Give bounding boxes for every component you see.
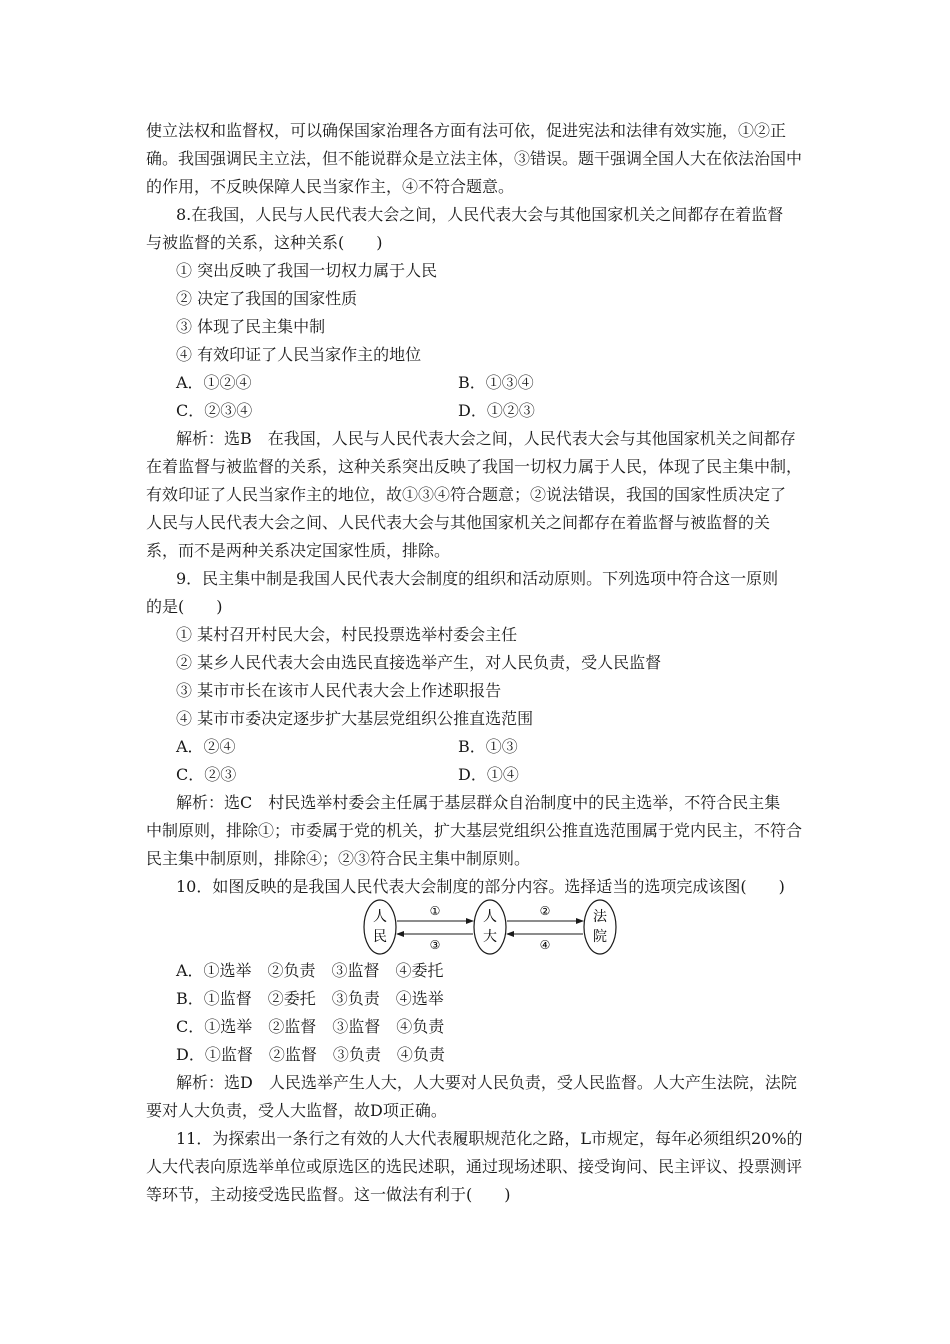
question-9-stem: 的是( ) xyxy=(146,597,223,616)
npc-relationship-diagram xyxy=(362,897,618,957)
option-b: B．①③ xyxy=(458,737,518,756)
arrow-label-4: ④ xyxy=(539,938,551,952)
analysis-line: 在着监督与被监督的关系，这种关系突出反映了我国一切权力属于人民，体现了民主集中制， xyxy=(146,457,803,476)
option-c: C．②③ xyxy=(176,765,237,784)
analysis-line: 民主集中制原则，排除④；②③符合民主集中制原则。 xyxy=(146,849,531,868)
option-d: D．①监督 ②监督 ③负责 ④负责 xyxy=(176,1045,445,1064)
option-a: A．①②④ xyxy=(176,373,252,392)
court-label: 法 xyxy=(593,909,607,925)
option-b: B．①③④ xyxy=(458,373,534,392)
analysis-line: 系，而不是两种关系决定国家性质，排除。 xyxy=(146,541,451,560)
statement-item: ③ 体现了民主集中制 xyxy=(176,317,326,336)
statement-item: ④ 某市市委决定逐步扩大基层党组织公推直选范围 xyxy=(176,709,534,728)
question-11-stem: 等环节，主动接受选民监督。这一做法有利于( ) xyxy=(146,1185,511,1204)
option-a: A．②④ xyxy=(176,737,236,756)
analysis-line: 解析：选C 村民选举村委会主任属于基层群众自治制度中的民主选举，不符合民主集 xyxy=(176,793,781,812)
text-line: 确。我国强调民主立法，但不能说群众是立法主体，③错误。题干强调全国人大在依法治国中 xyxy=(146,149,803,168)
analysis-line: 有效印证了人民当家作主的地位，故①③④符合题意；②说法错误，我国的国家性质决定了 xyxy=(146,485,787,504)
analysis-line: 解析：选D 人民选举产生人大，人大要对人民负责，受人民监督。人大产生法院，法院 xyxy=(176,1073,797,1092)
analysis-line: 要对人大负责，受人大监督，故D项正确。 xyxy=(146,1101,447,1120)
question-11-stem: 11．为探索出一条行之有效的人大代表履职规范化之路，L市规定，每年必须组织20%的 xyxy=(176,1129,803,1148)
option-d: D．①④ xyxy=(458,765,519,784)
question-8-stem: 8.在我国，人民与人民代表大会之间，人民代表大会与其他国家机关之间都存在着监督 xyxy=(176,205,784,224)
statement-item: ③ 某市市长在该市人民代表大会上作述职报告 xyxy=(176,681,502,700)
people-label: 民 xyxy=(373,929,387,945)
text-line: 的作用，不反映保障人民当家作主，④不符合题意。 xyxy=(146,177,515,196)
question-11-stem: 人大代表向原选举单位或原选区的选民述职，通过现场述职、接受询问、民主评议、投票测评 xyxy=(146,1157,803,1176)
option-a: A．①选举 ②负责 ③监督 ④委托 xyxy=(176,961,444,980)
court-label: 院 xyxy=(593,929,607,945)
question-9-stem: 9．民主集中制是我国人民代表大会制度的组织和活动原则。下列选项中符合这一原则 xyxy=(176,569,779,588)
statement-item: ① 某村召开村民大会，村民投票选举村委会主任 xyxy=(176,625,518,644)
option-c: C．①选举 ②监督 ③监督 ④负责 xyxy=(176,1017,445,1036)
statement-item: ② 决定了我国的国家性质 xyxy=(176,289,358,308)
arrow-label-1: ① xyxy=(429,904,441,918)
analysis-line: 中制原则，排除①；市委属于党的机关，扩大基层党组织公推直选范围属于党内民主，不符合 xyxy=(146,821,803,840)
npc-label: 大 xyxy=(483,929,497,945)
analysis-line: 人民与人民代表大会之间、人民代表大会与其他国家机关之间都存在着监督与被监督的关 xyxy=(146,513,771,532)
arrow-label-3: ③ xyxy=(429,938,441,952)
text-line: 使立法权和监督权，可以确保国家治理各方面有法可依，促进宪法和法律有效实施，①②正 xyxy=(146,121,787,140)
question-10-stem: 10．如图反映的是我国人民代表大会制度的部分内容。选择适当的选项完成该图( ) xyxy=(176,877,785,896)
option-c: C．②③④ xyxy=(176,401,253,420)
statement-item: ① 突出反映了我国一切权力属于人民 xyxy=(176,261,438,280)
statement-item: ② 某乡人民代表大会由选民直接选举产生，对人民负责，受人民监督 xyxy=(176,653,662,672)
statement-item: ④ 有效印证了人民当家作主的地位 xyxy=(176,345,422,364)
question-8-stem: 与被监督的关系，这种关系( ) xyxy=(146,233,383,252)
npc-label: 人 xyxy=(483,909,497,925)
analysis-line: 解析：选B 在我国，人民与人民代表大会之间，人民代表大会与其他国家机关之间都存 xyxy=(176,429,796,448)
arrow-label-2: ② xyxy=(539,904,551,918)
people-label: 人 xyxy=(373,909,387,925)
option-b: B．①监督 ②委托 ③负责 ④选举 xyxy=(176,989,444,1008)
option-d: D．①②③ xyxy=(458,401,535,420)
